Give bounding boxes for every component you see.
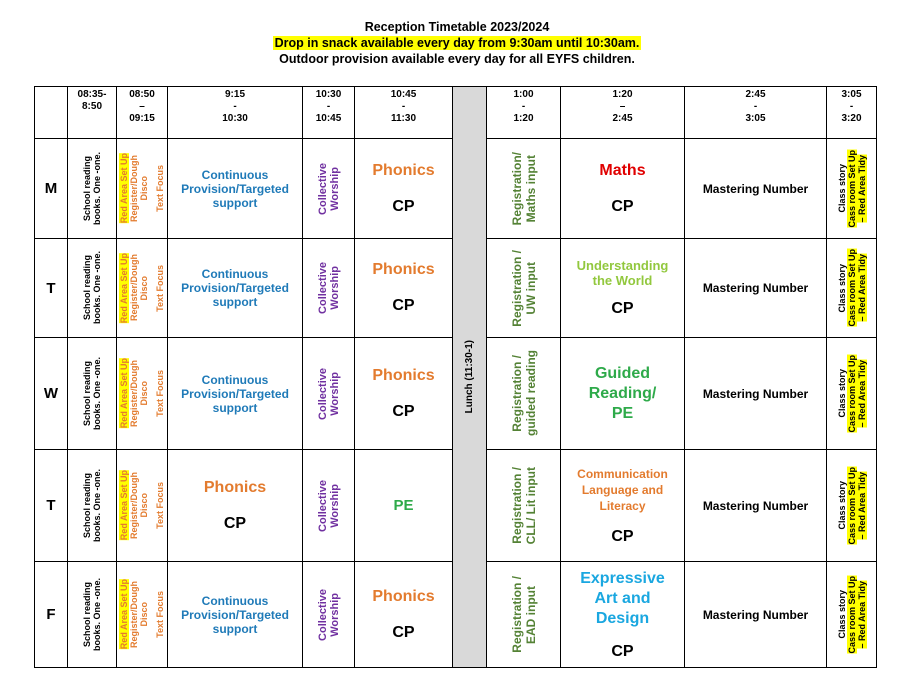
mastering-number-cell: Mastering Number (685, 562, 827, 668)
day-label: W (35, 338, 68, 450)
phonics-cell: Phonics CP (355, 139, 453, 239)
register-cell: Red Area Set Up Register/Dough Disco Text Focus (117, 139, 168, 239)
continuous-provision-cell: Continuous Provision/Targeted support (168, 562, 303, 668)
registration-input-cell: Registration / EAD input (487, 562, 561, 668)
class-story-cell: Class story Cass room Set Up – Red Area Tidy (827, 450, 877, 562)
snack-notice: Drop in snack available every day from 9:30am until 10:30am. (274, 36, 640, 50)
class-story-cell: Class story Cass room Set Up – Red Area Tidy (827, 239, 877, 338)
collective-worship-cell: Collective Worship (303, 562, 355, 668)
collective-worship-cell: Collective Worship (303, 239, 355, 338)
timetable (34, 86, 877, 668)
registration-input-cell: Registration / UW input (487, 239, 561, 338)
mastering-number-cell: Mastering Number (685, 450, 827, 562)
continuous-provision-cell: Continuous Provision/Targeted support (168, 338, 303, 450)
time-header-row (35, 87, 877, 139)
registration-input-cell: Registration / guided reading (487, 338, 561, 450)
lunch-column (453, 87, 487, 668)
afternoon-subject-cell: Understanding the World CP (561, 239, 685, 338)
reading-cell: School reading books. One -one. (68, 450, 117, 562)
time-cell: 08:35- 8:50 (68, 87, 117, 139)
time-cell: 10:30 - 10:45 (303, 87, 355, 139)
lunch-label: Lunch (11:30-1) (464, 340, 475, 414)
day-label: T (35, 239, 68, 338)
register-cell: Red Area Set Up Register/Dough Disco Text Focus (117, 338, 168, 450)
afternoon-subject-cell: Expressive Art and Design CP (561, 562, 685, 668)
registration-input-cell: Registration / CLL/ Lit input (487, 450, 561, 562)
time-cell: 08:50 – 09:15 (117, 87, 168, 139)
day-label: M (35, 139, 68, 239)
registration-input-cell: Registration/ Maths input (487, 139, 561, 239)
mastering-number-cell: Mastering Number (685, 338, 827, 450)
continuous-provision-cell: Continuous Provision/Targeted support (168, 139, 303, 239)
page-title: Reception Timetable 2023/2024 (364, 20, 550, 34)
day-label: T (35, 450, 68, 562)
collective-worship-cell: Collective Worship (303, 338, 355, 450)
phonics-cell: Phonics CP (355, 562, 453, 668)
afternoon-subject-cell: Maths CP (561, 139, 685, 239)
time-cell: 2:45 - 3:05 (685, 87, 827, 139)
time-cell: 9:15 - 10:30 (168, 87, 303, 139)
outdoor-notice: Outdoor provision available every day for all EYFS children. (279, 52, 635, 66)
collective-worship-cell: Collective Worship (303, 450, 355, 562)
continuous-provision-cell: Continuous Provision/Targeted support (168, 239, 303, 338)
afternoon-subject-cell: Guided Reading/ PE (561, 338, 685, 450)
time-cell: 3:05 - 3:20 (827, 87, 877, 139)
phonics-cell: Phonics CP (355, 338, 453, 450)
reading-cell: School reading books. One -one. (68, 239, 117, 338)
mastering-number-cell: Mastering Number (685, 139, 827, 239)
page-header (0, 19, 914, 67)
time-cell: 1:20 – 2:45 (561, 87, 685, 139)
mastering-number-cell: Mastering Number (685, 239, 827, 338)
time-cell (35, 87, 68, 139)
register-cell: Red Area Set Up Register/Dough Disco Text Focus (117, 239, 168, 338)
afternoon-subject-cell: Communication Language and Literacy CP (561, 450, 685, 562)
phonics-cell: Phonics CP (355, 239, 453, 338)
reading-cell: School reading books. One -one. (68, 562, 117, 668)
class-story-cell: Class story Cass room Set Up – Red Area Tidy (827, 338, 877, 450)
day-label: F (35, 562, 68, 668)
reading-cell: School reading books. One -one. (68, 338, 117, 450)
register-cell: Red Area Set Up Register/Dough Disco Text Focus (117, 562, 168, 668)
pe-cell: PE (355, 450, 453, 562)
register-cell: Red Area Set Up Register/Dough Disco Text Focus (117, 450, 168, 562)
class-story-cell: Class story Cass room Set Up – Red Area Tidy (827, 562, 877, 668)
time-cell: 1:00 - 1:20 (487, 87, 561, 139)
collective-worship-cell: Collective Worship (303, 139, 355, 239)
reading-cell: School reading books. One -one. (68, 139, 117, 239)
class-story-cell: Class story Cass room Set Up – Red Area Tidy (827, 139, 877, 239)
time-cell: 10:45 - 11:30 (355, 87, 453, 139)
phonics-cell: Phonics CP (168, 450, 303, 562)
